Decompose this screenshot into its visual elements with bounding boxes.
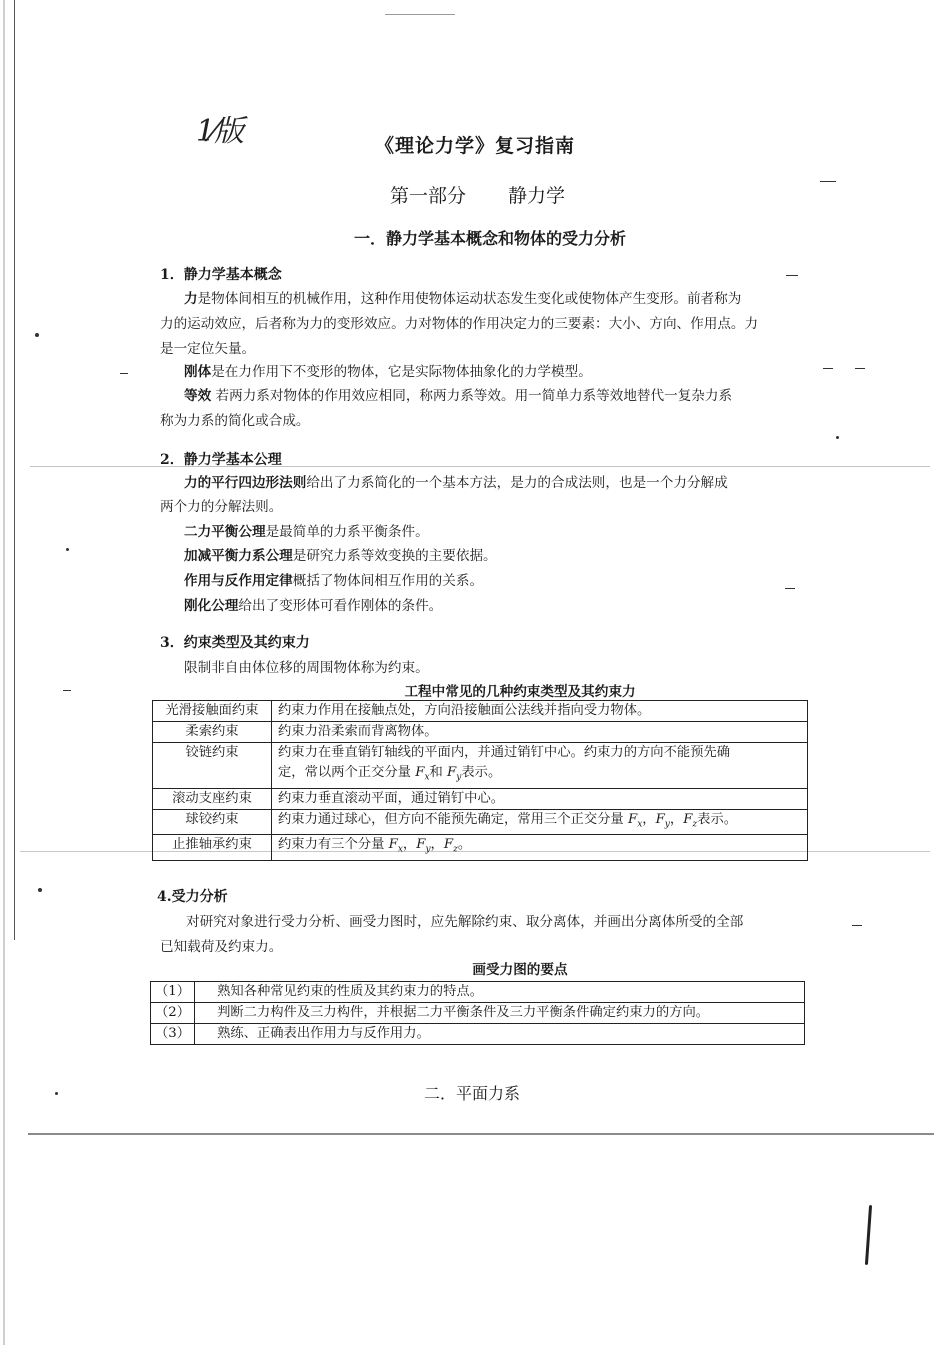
table-row bbox=[153, 743, 808, 789]
table-cell: 铰链约束 bbox=[153, 743, 272, 789]
text: ， bbox=[430, 837, 444, 853]
scan-line-top bbox=[385, 14, 455, 15]
subscript: z bbox=[692, 819, 698, 830]
scan-speck bbox=[38, 888, 42, 892]
symbol: F bbox=[627, 811, 638, 827]
table-cell: 光滑接触面约束 bbox=[153, 701, 272, 722]
chapter-title: 一．静力学基本概念和物体的受力分析 bbox=[353, 229, 626, 248]
scan-dash bbox=[786, 275, 798, 276]
table-cell bbox=[272, 743, 808, 789]
cell-line: 约束力在垂直销钉轴线的平面内，并通过销钉中心。约束力的方向不能预先确 bbox=[278, 745, 731, 760]
term: 等效 bbox=[184, 388, 212, 404]
scan-speck bbox=[836, 436, 839, 439]
table-row bbox=[153, 809, 808, 835]
term: 加减平衡力系公理 bbox=[184, 548, 293, 564]
constraint-table bbox=[152, 700, 808, 861]
scan-edge-shadow bbox=[3, 0, 5, 1345]
text: 是物体间相互的机械作用，这种作用使物体运动状态发生变化或使物体产生变形。前者称为 bbox=[197, 291, 742, 307]
text: 是在力作用下不变形的物体，它是实际物体抽象化的力学模型。 bbox=[211, 364, 592, 380]
subscript: x bbox=[424, 772, 430, 783]
text: 给出了力系简化的一个基本方法，是力的合成法则，也是一个力分解成 bbox=[306, 475, 728, 491]
scan-dash bbox=[785, 588, 795, 589]
symbol: F bbox=[416, 837, 426, 853]
text: 约束力有三个分量 bbox=[278, 837, 389, 853]
symbol: F bbox=[655, 811, 665, 827]
table-cell: （1） bbox=[151, 982, 195, 1003]
term: 二力平衡公理 bbox=[184, 524, 266, 540]
table-cell: 熟知各种常见约束的性质及其约束力的特点。 bbox=[195, 982, 805, 1003]
table-cell: （2） bbox=[151, 1003, 195, 1024]
scan-dash bbox=[852, 925, 862, 926]
text: 表示。 bbox=[697, 811, 738, 827]
table-cell: （3） bbox=[151, 1024, 195, 1045]
table-row bbox=[153, 788, 808, 809]
scan-speck bbox=[55, 1092, 58, 1095]
chapter-title: 二．平面力系 bbox=[424, 1084, 521, 1103]
table-cell: 判断二力构件及三力构件，并根据二力平衡条件及三力平衡条件确定约束力的方向。 bbox=[195, 1003, 805, 1024]
paragraph-line bbox=[184, 360, 592, 380]
paragraph-line: 两个力的分解法则。 bbox=[160, 499, 283, 515]
term: 作用与反作用定律 bbox=[184, 573, 293, 589]
paragraph-line: 已知载荷及约束力。 bbox=[160, 939, 283, 955]
subscript: z bbox=[453, 844, 458, 855]
part-title bbox=[390, 181, 565, 208]
table-cell: 止推轴承约束 bbox=[153, 835, 272, 861]
table-row bbox=[151, 1003, 805, 1024]
part-name: 静力学 bbox=[508, 185, 566, 207]
pen-stroke bbox=[865, 1205, 872, 1265]
scan-dash bbox=[820, 181, 836, 182]
force-diagram-table bbox=[150, 981, 805, 1045]
symbol: F bbox=[683, 811, 693, 827]
paragraph-line: 称为力系的简化或合成。 bbox=[160, 413, 310, 429]
text: 概括了物体间相互作用的关系。 bbox=[292, 573, 484, 589]
text: 是最简单的力系平衡条件。 bbox=[265, 524, 429, 540]
term: 刚化公理 bbox=[184, 598, 239, 614]
section-heading: 4.受力分析 bbox=[157, 889, 228, 905]
table-row bbox=[153, 835, 808, 861]
handwritten-mark: 1⁄版 bbox=[196, 114, 242, 149]
subscript: y bbox=[456, 772, 462, 783]
subscript: y bbox=[425, 844, 431, 855]
text: 若两力系对物体的作用效应相同，称两力系等效。用一简单力系等效地替代一复杂力系 bbox=[211, 388, 733, 404]
table-cell: 约束力沿柔索而背离物体。 bbox=[272, 722, 808, 743]
term: 力的平行四边形法则 bbox=[184, 475, 307, 491]
paragraph-line bbox=[184, 471, 728, 491]
table-row bbox=[153, 722, 808, 743]
table-row bbox=[151, 1024, 805, 1045]
symbol: F bbox=[443, 837, 454, 853]
term: 力 bbox=[184, 291, 198, 307]
table-row bbox=[151, 982, 805, 1003]
table-cell: 滚动支座约束 bbox=[153, 788, 272, 809]
paragraph-line bbox=[184, 287, 741, 307]
subscript: x bbox=[637, 819, 643, 830]
table-cell: 熟练、正确表出作用力与反作用力。 bbox=[195, 1024, 805, 1045]
scan-dash bbox=[120, 373, 128, 374]
paragraph-line: 对研究对象进行受力分析、画受力图时，应先解除约束、取分离体，并画出分离体所受的全部 bbox=[186, 914, 744, 930]
table-cell bbox=[272, 809, 808, 835]
paragraph-line bbox=[184, 569, 483, 589]
cell-line bbox=[278, 763, 801, 788]
scan-line-bottom bbox=[28, 1133, 934, 1135]
text: ， bbox=[402, 837, 417, 853]
text: 表示。 bbox=[461, 765, 502, 780]
document-title: 《理论力学》复习指南 bbox=[374, 135, 575, 157]
part-label: 第一部分 bbox=[390, 185, 467, 207]
symbol: F bbox=[415, 765, 425, 780]
table-cell: 约束力垂直滚动平面，通过销钉中心。 bbox=[272, 788, 808, 809]
scan-speck bbox=[35, 333, 39, 337]
table-cell: 约束力作用在接触点处，方向沿接触面公法线并指向受力物体。 bbox=[272, 701, 808, 722]
paragraph-line bbox=[184, 544, 497, 564]
table-cell bbox=[272, 835, 808, 861]
table-row bbox=[153, 701, 808, 722]
table-cell: 球铰约束 bbox=[153, 809, 272, 835]
symbol: F bbox=[388, 837, 398, 853]
text: ， bbox=[669, 811, 684, 827]
paragraph-line bbox=[184, 520, 429, 540]
paragraph-line bbox=[184, 384, 732, 404]
text: 定，常以两个正交分量 bbox=[278, 765, 416, 780]
section-heading: 3．约束类型及其约束力 bbox=[160, 635, 310, 651]
section-heading: 1．静力学基本概念 bbox=[160, 267, 282, 283]
paragraph-line: 是一定位矢量。 bbox=[160, 341, 256, 357]
subscript: x bbox=[397, 844, 403, 855]
text: 和 bbox=[429, 765, 448, 780]
term: 刚体 bbox=[184, 364, 212, 380]
table-caption: 工程中常见的几种约束类型及其约束力 bbox=[404, 684, 636, 700]
symbol: F bbox=[447, 765, 457, 780]
subscript: y bbox=[664, 819, 670, 830]
table-caption: 画受力图的要点 bbox=[472, 962, 568, 978]
table-cell: 柔索约束 bbox=[153, 722, 272, 743]
text: 是研究力系等效变换的主要依据。 bbox=[292, 548, 497, 564]
text: 。 bbox=[457, 837, 472, 853]
paragraph-line bbox=[184, 594, 442, 614]
paragraph-line: 力的运动效应，后者称为力的变形效应。力对物体的作用决定力的三要素：大小、方向、作用点。力 bbox=[160, 316, 759, 332]
scan-speck bbox=[66, 548, 69, 551]
section-heading: 2．静力学基本公理 bbox=[160, 452, 282, 468]
scan-dash bbox=[855, 368, 865, 369]
paragraph-line: 限制非自由体位移的周围物体称为约束。 bbox=[184, 660, 429, 676]
text: ， bbox=[642, 811, 656, 827]
scan-dash bbox=[823, 368, 833, 369]
text: 给出了变形体可看作刚体的条件。 bbox=[238, 598, 443, 614]
text: 约束力通过球心，但方向不能预先确定，常用三个正交分量 bbox=[278, 811, 628, 827]
